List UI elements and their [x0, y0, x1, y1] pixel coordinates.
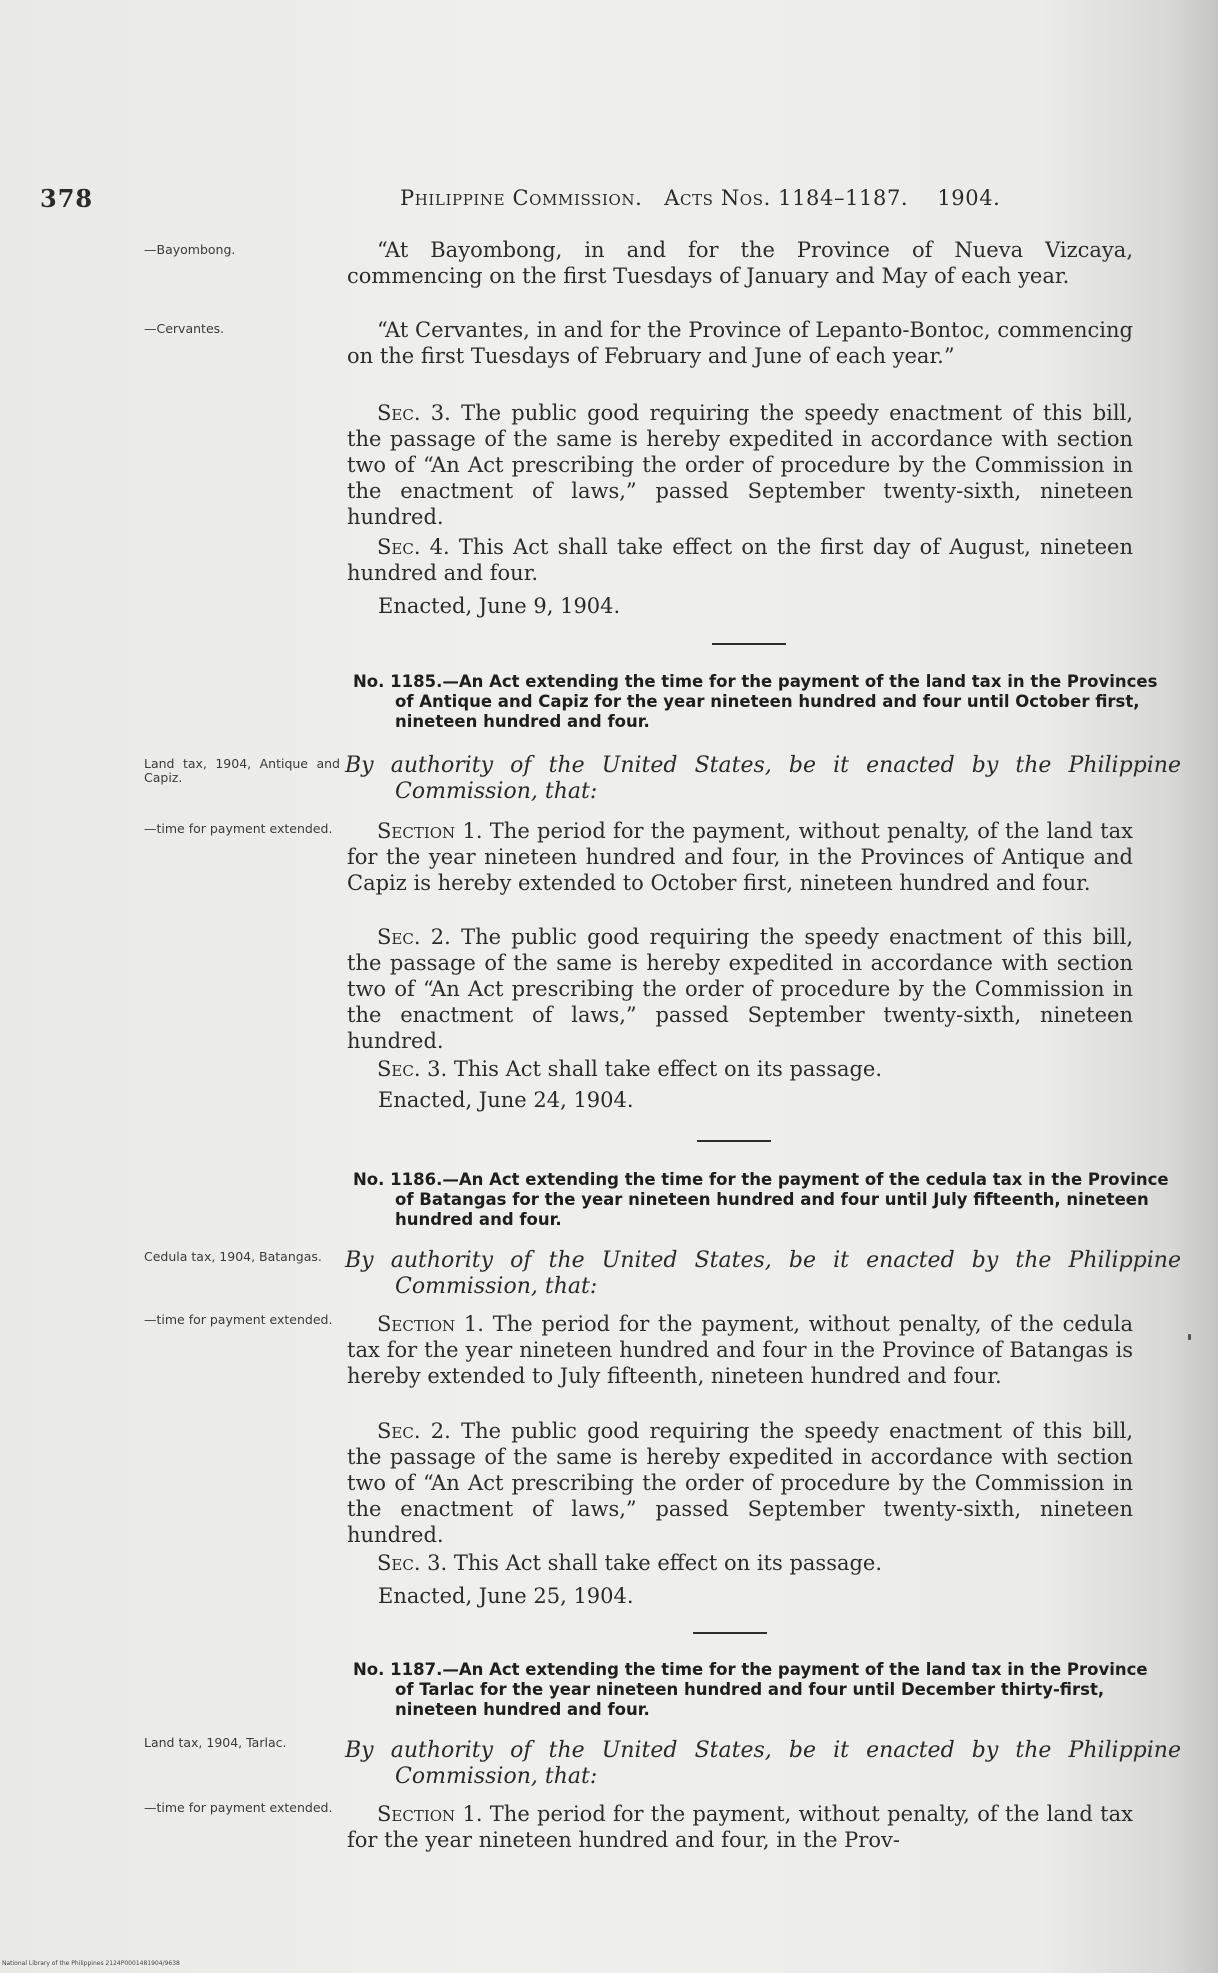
- enacting-clause: By authority of the United States, be it enacted by the Philippine Commission, that:: [345, 1248, 1181, 1299]
- section-text: This Act shall take effect on its passage.: [453, 1057, 883, 1081]
- running-head-acts: Acts Nos. 1184–1187.: [664, 186, 909, 210]
- running-head-commission: Philippine Commission.: [400, 186, 643, 210]
- enacting-clause: By authority of the United States, be it enacted by the Philippine Commission, that:: [345, 753, 1181, 804]
- section-divider: [693, 1632, 767, 1634]
- margin-note-bayombong: —Bayombong.: [144, 242, 236, 257]
- enacting-clause: By authority of the United States, be it enacted by the Philippine Commission, that:: [345, 1738, 1181, 1789]
- act-heading: No. 1185.—An Act extending the time for the payment of the land tax in the Provinces of Antique and Capiz for the year nineteen hundred and four until October first, nineteen hundred and four.: [353, 672, 1158, 731]
- enacted-date: Enacted, June 9, 1904.: [378, 594, 621, 618]
- margin-note-cervantes: —Cervantes.: [144, 321, 225, 336]
- margin-note: Cedula tax, 1904, Batangas.: [144, 1249, 322, 1264]
- section-divider: [712, 643, 786, 645]
- running-head: [400, 186, 1000, 210]
- paragraph-cervantes: “At Cervantes, in and for the Province of Lepanto-Bontoc, commencing on the first Tuesdays of February and June of each year.”: [347, 318, 1133, 368]
- enacted-date: Enacted, June 25, 1904.: [378, 1584, 634, 1608]
- scan-footer: National Library of the Philippines 2124P0001481904/9638: [2, 1960, 180, 1967]
- act-section-1: [347, 818, 1133, 896]
- continuation-section-3: [347, 400, 1133, 530]
- enacted-date: Enacted, June 24, 1904.: [378, 1088, 634, 1112]
- section-text: This Act shall take effect on the first day of August, nineteen hundred and four.: [347, 535, 1133, 585]
- margin-note: —time for payment extended.: [144, 1800, 333, 1815]
- section-label: Sec. 4.: [377, 535, 450, 559]
- margin-note: —time for payment extended.: [144, 821, 333, 836]
- section-label: Sec. 2.: [377, 925, 451, 949]
- section-label: Sec. 3.: [377, 401, 451, 425]
- act-section-3: [347, 1550, 1133, 1576]
- page-number: 378: [40, 184, 94, 213]
- margin-note: Land tax, 1904, Tarlac.: [144, 1735, 287, 1750]
- act-heading: No. 1187.—An Act extending the time for the payment of the land tax in the Province of Tarlac for the year nineteen hundred and four until December thirty-first, nineteen hundred and four.: [353, 1660, 1148, 1719]
- paragraph-bayombong: “At Bayombong, in and for the Province of Nueva Vizcaya, commencing on the first Tuesdays of January and May of each year.: [347, 238, 1133, 288]
- act-section-2: [347, 1418, 1133, 1548]
- section-text: The period for the payment, without penalty, of the land tax for the year nineteen hundred and four, in the Provinces of Antique and Capiz is hereby extended to October first, nineteen hundred and four.: [347, 819, 1133, 895]
- section-text: The period for the payment, without penalty, of the cedula tax for the year nineteen hundred and four in the Province of Batangas is hereby extended to July fifteenth, nineteen hundred and four.: [347, 1312, 1133, 1388]
- section-text: The period for the payment, without penalty, of the land tax for the year nineteen hundred and four, in the Prov-: [347, 1802, 1133, 1852]
- section-label: Section 1.: [377, 1312, 484, 1336]
- act-section-3: [347, 1056, 1133, 1082]
- section-divider: [697, 1140, 771, 1142]
- section-text: The public good requiring the speedy enactment of this bill, the passage of the same is hereby expedited in accordance with section two of “An Act prescribing the order of procedure by the Commission in the enactment of laws,” passed September twenty-sixth, nineteen hundred.: [347, 1419, 1133, 1547]
- margin-note: Land tax, 1904, Antique and Capiz.: [144, 756, 340, 785]
- continuation-section-4: [347, 534, 1133, 586]
- margin-note: —time for payment extended.: [144, 1312, 333, 1327]
- scan-speck: [1188, 1334, 1191, 1340]
- section-label: Section 1.: [377, 1802, 483, 1826]
- act-section-1: [347, 1311, 1133, 1389]
- section-text: The public good requiring the speedy enactment of this bill, the passage of the same is hereby expedited in accordance with section two of “An Act prescribing the order of procedure by the Commission in the enactment of laws,” passed September twenty-sixth, nineteen hundred.: [347, 925, 1133, 1053]
- running-head-year: 1904.: [937, 186, 1001, 210]
- act-section-2: [347, 924, 1133, 1054]
- section-label: Sec. 2.: [377, 1419, 451, 1443]
- section-label: Sec. 3.: [377, 1057, 448, 1081]
- section-text: The public good requiring the speedy enactment of this bill, the passage of the same is hereby expedited in accordance with section two of “An Act prescribing the order of procedure by the Commission in the enactment of laws,” passed September twenty-sixth, nineteen hundred.: [347, 401, 1133, 529]
- act-heading: No. 1186.—An Act extending the time for the payment of the cedula tax in the Province of Batangas for the year nineteen hundred and four until July fifteenth, nineteen hundred and four.: [353, 1170, 1169, 1229]
- section-label: Section 1.: [377, 819, 483, 843]
- section-label: Sec. 3.: [377, 1551, 448, 1575]
- section-text: This Act shall take effect on its passage.: [453, 1551, 883, 1575]
- act-section-1: [347, 1801, 1133, 1853]
